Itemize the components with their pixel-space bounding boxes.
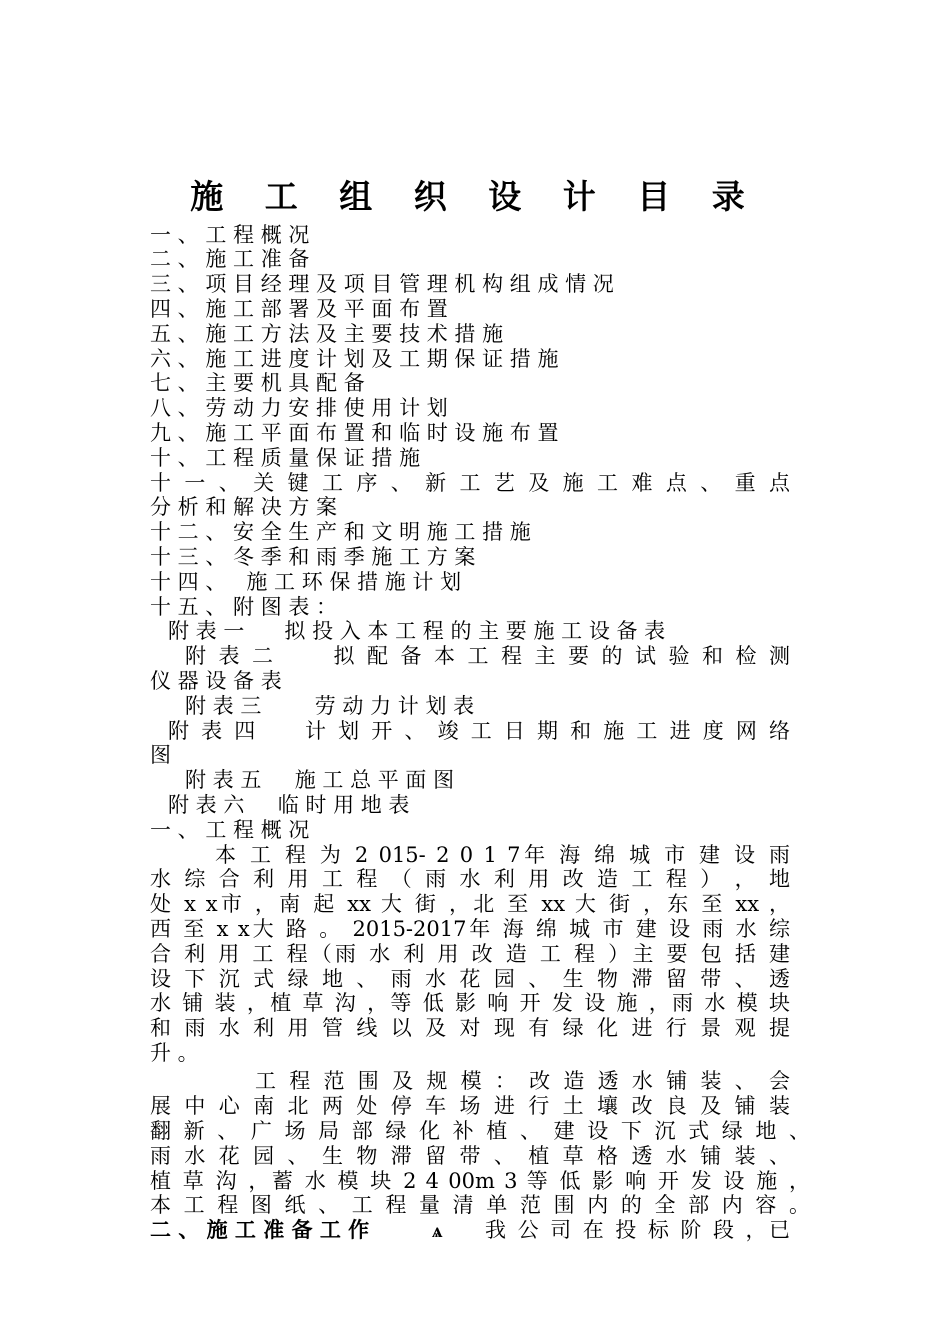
- paragraph-line: 水 铺 装 ，植 草 沟 ，等 低 影 响 开 发 设 施 ，雨 水 模 块: [150, 991, 790, 1015]
- appendix-item: 附 表 一 拟 投 入 本 工 程 的 主 要 施 工 设 备 表: [168, 619, 666, 643]
- bullet-mark: ѧ: [432, 1217, 443, 1242]
- toc-item: 三 、 项 目 经 理 及 项 目 管 理 机 构 组 成 情 况: [150, 272, 614, 296]
- toc-item: 七 、 主 要 机 具 配 备: [150, 371, 365, 395]
- appendix-item: 图: [150, 743, 171, 767]
- toc-item: 八 、 劳 动 力 安 排 使 用 计 划: [150, 396, 448, 420]
- paragraph-line: 合 利 用 工 程（雨 水 利 用 改 造 工 程 ）主 要 包 括 建: [150, 942, 790, 966]
- paragraph-line: 设 下 沉 式 绿 地 、 雨 水 花 园 、 生 物 滞 留 带 、 透: [150, 967, 790, 991]
- paragraph-line: 本 工 程 为 2 015- 2 0 1 7年 海 绵 城 市 建 设 雨: [215, 843, 790, 867]
- section-heading: 一 、 工 程 概 况: [150, 818, 310, 842]
- appendix-item: 附 表 二 拟 配 备 本 工 程 主 要 的 试 验 和 检 测: [185, 644, 790, 668]
- section-heading: 二 、 施 工 准 备 工 作: [150, 1217, 370, 1242]
- toc-item: 五 、 施 工 方 法 及 主 要 技 术 措 施: [150, 322, 504, 346]
- toc-item: 四 、 施 工 部 署 及 平 面 布 置: [150, 297, 448, 321]
- appendix-item: 附 表 五 施 工 总 平 面 图: [185, 768, 455, 792]
- paragraph-line: 植 草 沟 ，蓄 水 模 块 2 4 00m 3 等 低 影 响 开 发 设 施 ，: [150, 1169, 810, 1193]
- page-title: 施 工 组 织 设 计 目 录: [190, 177, 760, 216]
- paragraph-line: 翻 新 、 广 场 局 部 绿 化 补 植 、 建 设 下 沉 式 绿 地 、: [150, 1119, 810, 1143]
- toc-item: 分 析 和 解 决 方 案: [150, 495, 338, 519]
- toc-item: 十 、 工 程 质 量 保 证 措 施: [150, 446, 421, 470]
- toc-item: 十 四 、 施 工 环 保 措 施 计 划: [150, 570, 462, 594]
- paragraph-line: 工 程 范 围 及 规 模 ： 改 造 透 水 铺 装 、 会: [255, 1069, 790, 1093]
- toc-item: 二 、 施 工 准 备: [150, 247, 310, 271]
- paragraph-line: 和 雨 水 利 用 管 线 以 及 对 现 有 绿 化 进 行 景 观 提: [150, 1016, 790, 1040]
- paragraph-line: 本 工 程 图 纸 、 工 程 量 清 单 范 围 内 的 全 部 内 容 。: [150, 1193, 810, 1217]
- appendix-item: 附 表 四 计 划 开 、 竣 工 日 期 和 施 工 进 度 网 络: [168, 719, 790, 743]
- appendix-item: 附 表 六 临 时 用 地 表: [168, 793, 410, 817]
- toc-item: 十 三 、 冬 季 和 雨 季 施 工 方 案: [150, 545, 476, 569]
- toc-item: 六 、 施 工 进 度 计 划 及 工 期 保 证 措 施: [150, 347, 559, 371]
- toc-item: 一 、 工 程 概 况: [150, 223, 310, 247]
- toc-item: 十 二 、 安 全 生 产 和 文 明 施 工 措 施: [150, 520, 531, 544]
- paragraph-line: 我 公 司 在 投 标 阶 段 ，已: [485, 1218, 790, 1242]
- toc-item: 十 五 、 附 图 表 ：: [150, 595, 338, 619]
- appendix-item: 附 表 三 劳 动 力 计 划 表: [185, 694, 475, 718]
- paragraph-line: 西 至 x x大 路 。 2015-2017年 海 绵 城 市 建 设 雨 水 综: [150, 917, 790, 941]
- paragraph-line: 雨 水 花 园 、 生 物 滞 留 带 、 植 草 格 透 水 铺 装 、: [150, 1144, 790, 1168]
- paragraph-line: 水 综 合 利 用 工 程 （ 雨 水 利 用 改 造 工 程 ） ， 地: [150, 867, 790, 891]
- toc-item: 九 、 施 工 平 面 布 置 和 临 时 设 施 布 置: [150, 421, 559, 445]
- toc-item: 十 一 、 关 键 工 序 、 新 工 艺 及 施 工 难 点 、 重 点: [150, 471, 790, 495]
- appendix-item: 仪 器 设 备 表: [150, 669, 282, 693]
- paragraph-line: 升 。: [150, 1041, 199, 1065]
- paragraph-line: 处 x x市 ，南 起 xx 大 街 ，北 至 xx 大 街 ，东 至 xx ，: [150, 892, 790, 916]
- paragraph-line: 展 中 心 南 北 两 处 停 车 场 进 行 土 壤 改 良 及 铺 装: [150, 1094, 790, 1118]
